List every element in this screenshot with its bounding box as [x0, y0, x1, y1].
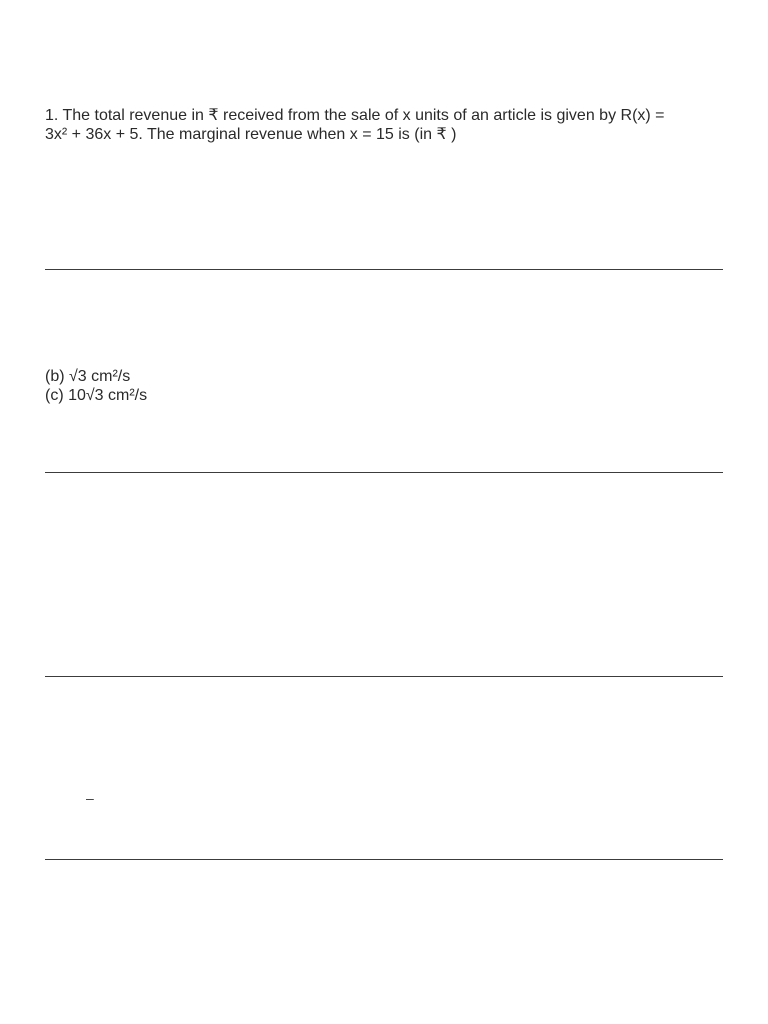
divider-1	[45, 269, 723, 270]
question-1	[45, 106, 725, 144]
question-1-line-2: 3x² + 36x + 5. The marginal revenue when x = 15 is (in ₹ )	[45, 126, 457, 143]
divider-4	[45, 859, 723, 860]
dash-mark: –	[86, 790, 94, 806]
divider-2	[45, 472, 723, 473]
answer-options	[45, 367, 147, 405]
option-c: (c) 10√3 cm²/s	[45, 387, 148, 404]
question-1-line-1: 1. The total revenue in ₹ received from the sale of x units of an article is given by R(x) =	[45, 107, 665, 124]
option-b: (b) √3 cm²/s	[45, 368, 131, 385]
divider-3	[45, 676, 723, 677]
